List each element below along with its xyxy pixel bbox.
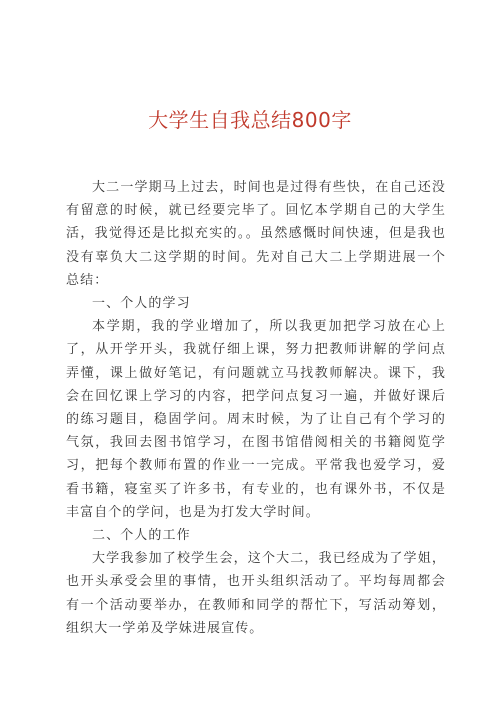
document-body <box>66 176 446 640</box>
section-heading-work: 二、个人的工作 <box>92 528 191 544</box>
section-heading-study: 一、个人的学习 <box>92 296 191 312</box>
study-paragraph: 本学期，我的学业增加了，所以我更加把学习放在心上了，从开学开头，我就仔细上课，努力把教师讲解的学问点弄懂，课上做好笔记，有问题就立马找教师解决。课下，我会在回忆课上学习的内容，把学问点复习一遍，并做好课后的练习题目，稳固学问。周末时候，为了让自己有个学习的气氛，我回去图书馆学习，在图书馆借阅相关的书籍阅览学习，把每个教师布置的作业一一完成。平常我也爱学习，爱看书籍，寝室买了许多书，有专业的，也有课外书，不仅是丰富自个的学问，也是为打发大学时间。 <box>66 319 446 520</box>
document-title: 大学生自我总结800字 <box>148 108 352 132</box>
intro-paragraph: 大二一学期马上过去，时间也是过得有些快，在自己还没有留意的时候，就已经要完毕了。回忆本学期自己的大学生活，我觉得还是比拟充实的。。虽然感慨时间快速，但是我也没有辜负大二这学期的时间。先对自己大二上学期进展一个总结： <box>66 180 446 288</box>
work-paragraph: 大学我参加了校学生会，这个大二，我已经成为了学姐，也开头承受会里的事情，也开头组织活动了。平均每周都会有一个活动要举办，在教师和同学的帮忙下，写活动筹划，组织大一学弟及学妹进展宣传。 <box>66 551 446 636</box>
